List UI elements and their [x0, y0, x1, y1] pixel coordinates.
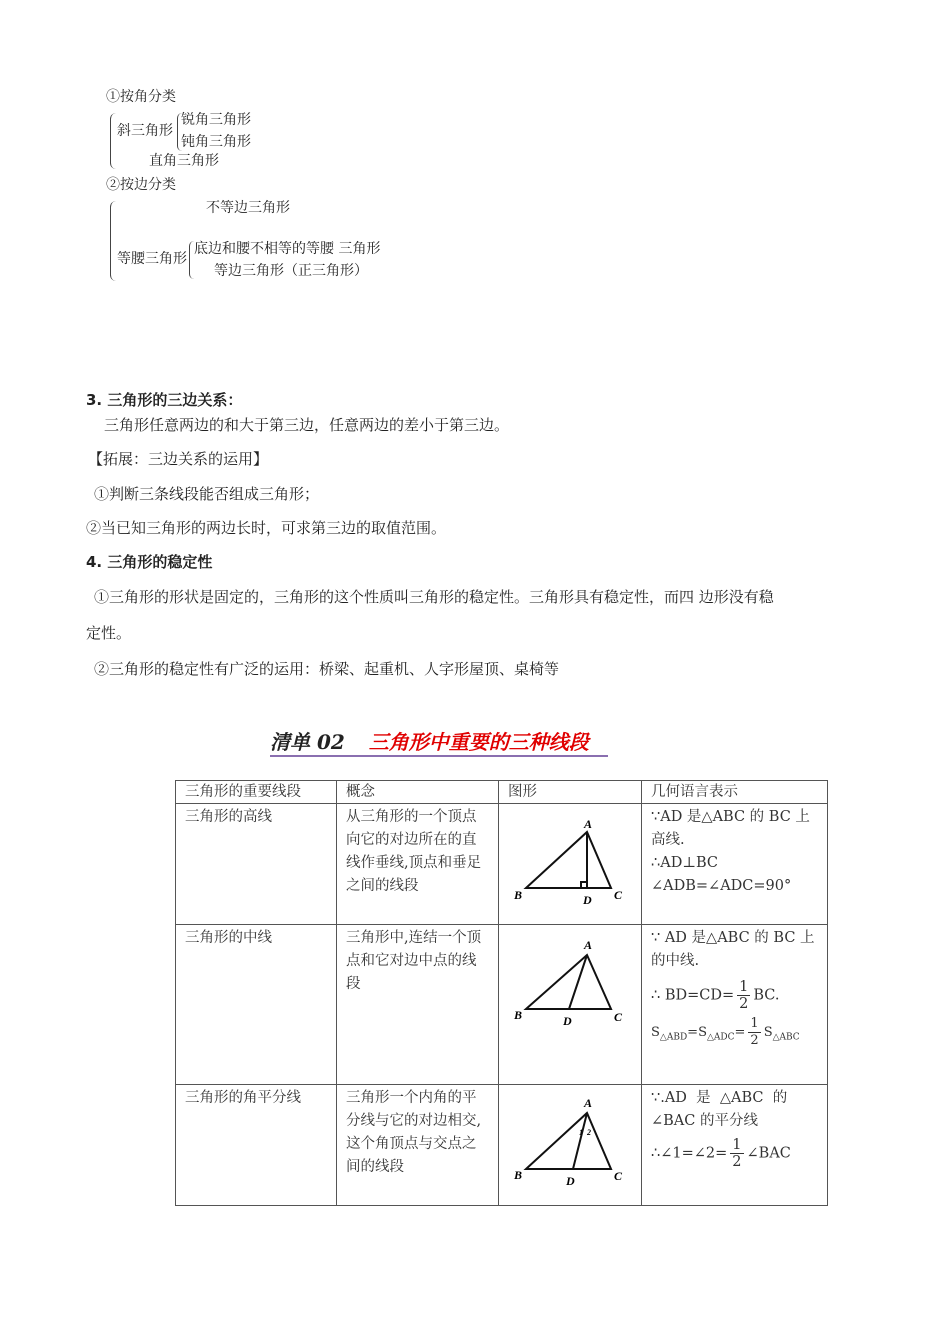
angle-1-label: 1 [579, 1128, 583, 1137]
label-d: D [563, 1014, 572, 1028]
by-side-label: ②按边分类 [106, 177, 176, 193]
geo-text: S [763, 1025, 773, 1040]
geo-text: ∠BAC [746, 1145, 791, 1162]
segment-name: 三角形的中线 [176, 925, 337, 1085]
iso-non-eq-label: 底边和腰不相等的等腰 三角形 [194, 241, 381, 257]
geo-line: ∵AD 是△ABC 的 BC 上高线. [651, 809, 810, 848]
den: 2 [732, 1154, 742, 1170]
geo-cell [642, 1085, 828, 1206]
geo-cell [642, 925, 828, 1085]
label-b: B [514, 1168, 523, 1182]
label-c: C [614, 1010, 623, 1024]
geo-line: ∠ADB=∠ADC=90° [651, 878, 792, 894]
geo-text: BC. [753, 987, 780, 1004]
table-row [176, 1085, 828, 1206]
geo-text: =S [687, 1025, 707, 1040]
oblique-label: 斜三角形 [117, 123, 173, 139]
label-a: A [584, 938, 593, 952]
segment-concept: 从三角形的一个顶点向它的对边所在的直线作垂线,顶点和垂足之间的线段 [337, 804, 499, 925]
section3-item2: ②当已知三角形的两边长时，可求第三边的取值范围。 [86, 519, 447, 537]
label-b: B [514, 1008, 523, 1022]
geo-line [651, 979, 818, 1012]
geo-line: ∵ AD 是△ABC 的 BC 上的中线. [651, 930, 815, 969]
section3-rule: 三角形任意两边的和大于第三边，任意两边的差小于第三边。 [104, 416, 510, 434]
list-title-text: 三角形中重要的三种线段 [368, 730, 589, 754]
list-title-prefix: 清单 02 [270, 730, 345, 754]
label-d: D [583, 893, 592, 907]
geo-sub: △ABC [772, 1032, 800, 1043]
angle-2-label: 2 [587, 1128, 591, 1137]
section3-ext: 【拓展：三边关系的运用】 [88, 450, 269, 468]
geo-text: ∴ BD=CD= [651, 987, 735, 1004]
label-c: C [614, 1169, 623, 1183]
geo-text: = [734, 1025, 746, 1040]
table-row [176, 925, 828, 1085]
num: 1 [732, 1137, 742, 1153]
section4-item2: ②三角形的稳定性有广泛的运用：桥梁、起重机、人字形屋顶、桌椅等 [94, 660, 560, 678]
num: 1 [750, 1016, 759, 1031]
fraction-half [748, 1016, 760, 1049]
fraction-half [730, 1137, 743, 1170]
right-label: 直角三角形 [149, 153, 219, 169]
segments-table [175, 780, 828, 1206]
table-header: 概念 [337, 781, 499, 804]
num: 1 [739, 979, 749, 995]
geo-line [651, 1137, 818, 1170]
geo-cell [642, 804, 828, 925]
brace [110, 201, 116, 281]
section4-item1-cont: 定性。 [86, 624, 132, 642]
scalene-label: 不等边三角形 [206, 200, 290, 216]
acute-label: 锐角三角形 [181, 112, 251, 128]
geo-text: S [651, 1025, 660, 1040]
label-a: A [584, 1096, 593, 1110]
geo-text: ∴∠1=∠2= [651, 1145, 728, 1162]
segment-concept: 三角形一个内角的平分线与它的对边相交,这个角顶点与交点之间的线段 [337, 1085, 499, 1206]
fraction-half [737, 979, 750, 1012]
isosceles-label: 等腰三角形 [117, 251, 187, 267]
geo-line: ∵.AD 是 △ABC 的 ∠BAC 的平分线 [651, 1090, 792, 1129]
table-header: 几何语言表示 [642, 781, 828, 804]
label-c: C [614, 888, 623, 902]
geo-sub: △ADC [706, 1032, 735, 1043]
section4-item1: ①三角形的形状是固定的，三角形的这个性质叫三角形的稳定性。三角形具有稳定性，而四 边形没有稳 [94, 588, 774, 606]
section4-heading: 4. 三角形的稳定性 [86, 553, 213, 571]
bisector-figure [499, 1085, 642, 1206]
table-header: 图形 [499, 781, 642, 804]
den: 2 [750, 1033, 759, 1048]
section3-heading: 3. 三角形的三边关系： [86, 391, 243, 409]
table-header: 三角形的重要线段 [176, 781, 337, 804]
label-b: B [514, 888, 523, 902]
label-a: A [584, 817, 593, 831]
section3-item1: ①判断三条线段能否组成三角形； [94, 485, 320, 503]
list-title [270, 726, 608, 757]
equilateral-label: 等边三角形（正三角形） [214, 263, 368, 279]
obtuse-label: 钝角三角形 [181, 134, 251, 150]
altitude-figure [499, 804, 642, 925]
median-figure [499, 925, 642, 1085]
geo-sub: △ABD [659, 1032, 688, 1043]
geo-line [651, 1016, 818, 1050]
table-header-row [176, 781, 828, 804]
segment-name: 三角形的角平分线 [176, 1085, 337, 1206]
geo-line: ∴AD⊥BC [651, 855, 718, 871]
den: 2 [739, 996, 749, 1012]
by-angle-label: ①按角分类 [106, 89, 176, 105]
label-d: D [566, 1174, 575, 1188]
table-row [176, 804, 828, 925]
segment-concept: 三角形中,连结一个顶点和它对边中点的线段 [337, 925, 499, 1085]
segment-name: 三角形的高线 [176, 804, 337, 925]
brace [110, 113, 116, 169]
